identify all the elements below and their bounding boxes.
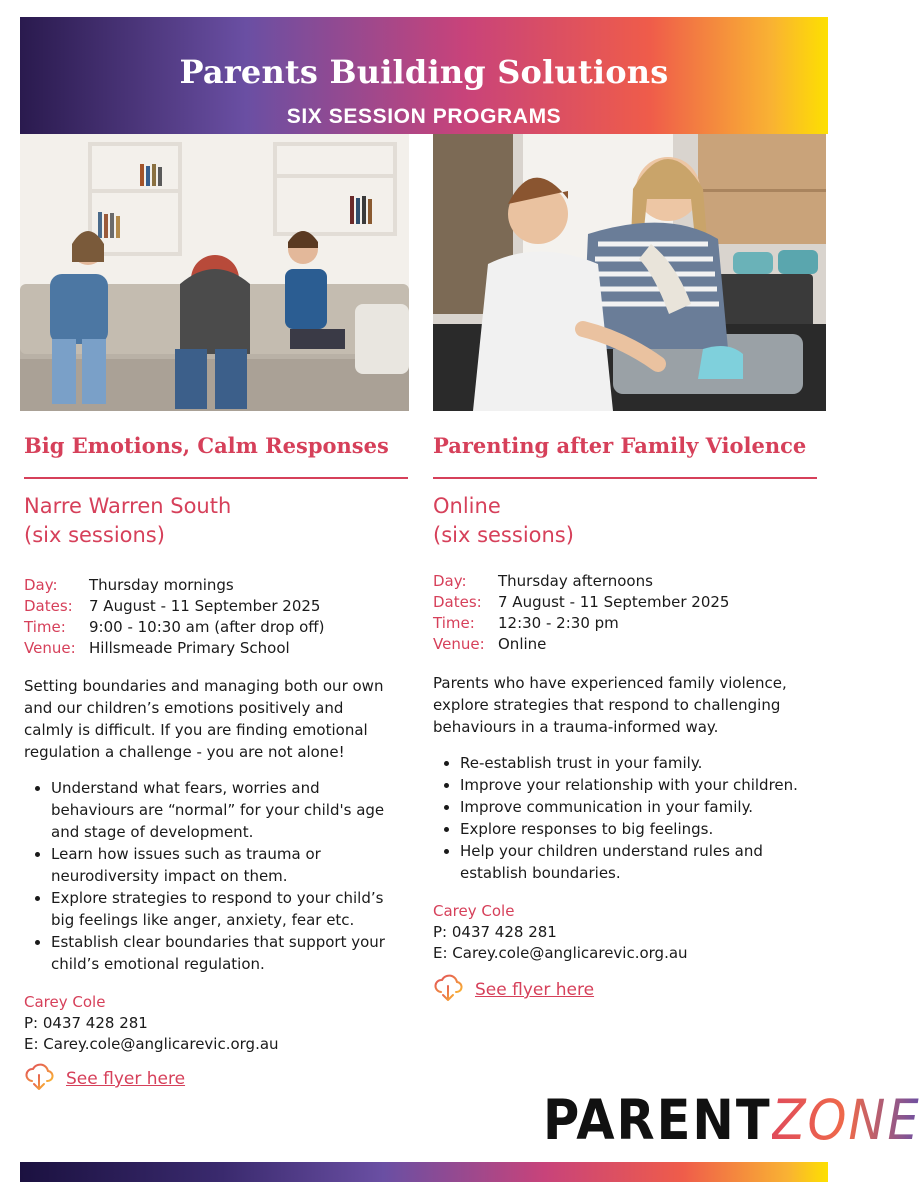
contact-block — [24, 992, 279, 1055]
contact-email: E: Carey.cole@anglicarevic.org.au — [433, 944, 688, 962]
sessions-line: (six sessions) — [433, 523, 574, 547]
detail-value: 7 August - 11 September 2025 — [89, 597, 321, 615]
list-item: • Understand what fears, worries and behaviours are “normal” for your child's age and stage of development. — [51, 777, 396, 843]
detail-value: 9:00 - 10:30 am (after drop off) — [89, 618, 325, 636]
program-intro: Parents who have experienced family violence, explore strategies that respond to challenging behaviours in a trauma-informed way. — [433, 674, 787, 736]
contact-name: Carey Cole — [433, 902, 515, 920]
detail-value: 12:30 - 2:30 pm — [498, 614, 619, 632]
list-item: • Improve your relationship with your children. — [460, 774, 825, 796]
flyer-link-row[interactable] — [433, 973, 594, 1007]
detail-row-dates — [24, 596, 325, 617]
contact-phone: P: 0437 428 281 — [24, 1014, 148, 1032]
detail-row-day — [24, 575, 325, 596]
list-item: • Re-establish trust in your family. — [460, 752, 825, 774]
program-intro: Setting boundaries and managing both our own and our children’s emotions positively and calmly is difficult. If you are finding emotional regulation a challenge - you are not alone! — [24, 677, 384, 761]
divider — [433, 477, 817, 479]
detail-row-time — [24, 617, 325, 638]
contact-name: Carey Cole — [24, 993, 106, 1011]
detail-row-day — [433, 571, 729, 592]
program-bullet-list — [24, 777, 396, 975]
see-flyer-link[interactable]: See flyer here — [475, 980, 595, 1000]
contact-phone: P: 0437 428 281 — [433, 923, 557, 941]
see-flyer-link[interactable]: See flyer here — [66, 1069, 186, 1089]
detail-label: Dates: — [433, 593, 482, 611]
logo-part-parent: PARENT — [543, 1088, 772, 1152]
contact-block — [433, 901, 688, 964]
detail-value: Thursday mornings — [89, 576, 234, 594]
program-location — [433, 492, 574, 550]
program-details — [433, 571, 729, 655]
list-item: • Explore strategies to respond to your child’s big feelings like anger, anxiety, fear etc. — [51, 887, 396, 931]
program-title: Big Emotions, Calm Responses — [24, 433, 389, 458]
detail-label: Day: — [433, 572, 467, 590]
page-title: Parents Building Solutions — [179, 53, 669, 91]
detail-row-venue — [24, 638, 325, 659]
cloud-download-icon[interactable] — [24, 1062, 54, 1096]
detail-row-venue — [433, 634, 729, 655]
list-item: • Improve communication in your family. — [460, 796, 825, 818]
detail-label: Venue: — [433, 635, 485, 653]
program-bullet-list — [433, 752, 825, 884]
detail-label: Day: — [24, 576, 58, 594]
program-title: Parenting after Family Violence — [433, 433, 807, 458]
list-item: • Learn how issues such as trauma or neurodiversity impact on them. — [51, 843, 396, 887]
logo-part-zone: ZONE — [771, 1088, 921, 1152]
detail-label: Time: — [433, 614, 475, 632]
divider — [24, 477, 408, 479]
detail-value: Thursday afternoons — [498, 572, 653, 590]
flyer-link-row[interactable] — [24, 1062, 185, 1096]
detail-value: 7 August - 11 September 2025 — [498, 593, 730, 611]
list-item: • Explore responses to big feelings. — [460, 818, 825, 840]
program-details — [24, 575, 325, 659]
detail-value: Hillsmeade Primary School — [89, 639, 290, 657]
parentzone-logo — [543, 1088, 921, 1152]
detail-label: Time: — [24, 618, 66, 636]
header-banner — [20, 17, 828, 134]
detail-label: Dates: — [24, 597, 73, 615]
list-item: • Establish clear boundaries that support your child’s emotional regulation. — [51, 931, 396, 975]
detail-row-dates — [433, 592, 729, 613]
contact-email: E: Carey.cole@anglicarevic.org.au — [24, 1035, 279, 1053]
program-location — [24, 492, 231, 550]
detail-value: Online — [498, 635, 547, 653]
photo-family-couch — [20, 134, 409, 411]
sessions-line: (six sessions) — [24, 523, 165, 547]
photo-kitchen — [433, 134, 826, 411]
cloud-download-icon[interactable] — [433, 973, 463, 1007]
location-line: Online — [433, 494, 501, 518]
page-subtitle: SIX SESSION PROGRAMS — [286, 105, 562, 128]
detail-row-time — [433, 613, 729, 634]
location-line: Narre Warren South — [24, 494, 232, 518]
list-item: • Help your children understand rules and establish boundaries. — [460, 840, 825, 884]
detail-label: Venue: — [24, 639, 76, 657]
footer-gradient-bar — [20, 1162, 828, 1182]
